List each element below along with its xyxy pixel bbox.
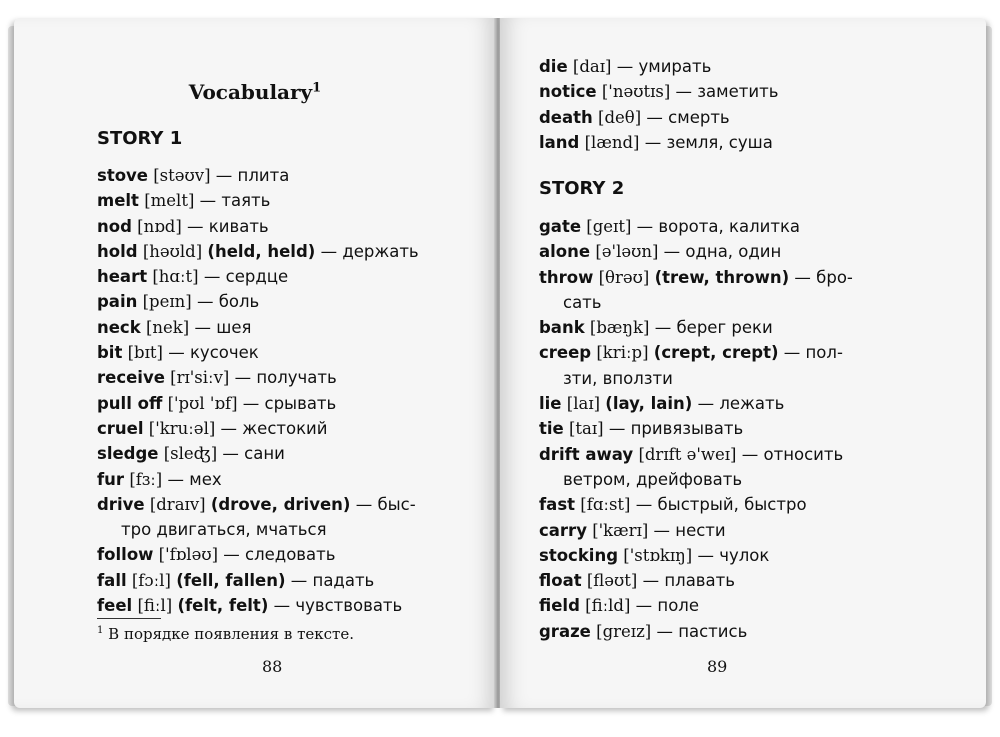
vocab-word: creep	[539, 343, 592, 363]
vocab-translation: плита	[237, 166, 290, 185]
vocab-word: throw	[539, 267, 594, 287]
story-1-vocabulary-continued	[539, 54, 778, 155]
story-1-vocabulary-list	[97, 163, 419, 618]
vocab-dash: —	[234, 368, 252, 388]
vocab-entry	[97, 492, 419, 517]
vocab-translation: шея	[216, 317, 252, 337]
vocab-transcription: ['stɒkɪŋ]	[623, 545, 693, 565]
vocab-dash: —	[196, 292, 214, 312]
vocab-word: neck	[97, 317, 141, 337]
footnote-rule	[97, 618, 161, 619]
vocab-dash: —	[635, 596, 653, 616]
vocab-dash: —	[355, 494, 373, 514]
vocab-entry	[539, 214, 853, 239]
vocab-transcription: [daɪ]	[572, 57, 612, 76]
vocab-translation-continuation: тро двигаться, мчаться	[121, 520, 327, 540]
vocab-dash: —	[187, 216, 204, 236]
vocab-translation: таять	[221, 191, 271, 211]
vocab-dash: —	[223, 545, 240, 565]
vocab-dash: —	[242, 393, 260, 413]
vocab-word: notice	[539, 82, 597, 102]
vocab-word: sledge	[97, 444, 159, 464]
vocab-entry	[97, 441, 419, 466]
vocab-word: fall	[97, 570, 127, 590]
vocab-translation: ворота, калитка	[658, 217, 801, 236]
vocab-dash: —	[168, 343, 185, 363]
vocab-word: tie	[539, 419, 564, 439]
title-footnote-marker: 1	[312, 80, 322, 96]
vocab-translation-continuation: зти, вползти	[563, 368, 673, 388]
vocab-translation: привязывать	[630, 419, 744, 439]
vocab-transcription: [ə'ləʊn]	[595, 242, 659, 262]
vocab-translation: одна, один	[685, 242, 782, 262]
vocab-dash: —	[222, 444, 239, 464]
vocab-transcription: [nek]	[145, 317, 190, 337]
vocab-entry	[539, 619, 853, 644]
vocab-dash: —	[794, 267, 811, 287]
vocab-translation: получать	[256, 368, 337, 388]
vocab-transcription: [laɪ]	[566, 394, 601, 414]
vocab-word: melt	[97, 191, 139, 211]
vocab-word: feel	[97, 596, 133, 616]
vocab-translation: кивать	[208, 216, 269, 236]
vocab-dash: —	[290, 570, 308, 590]
vocab-entry	[539, 265, 853, 290]
vocab-transcription: [kriːp]	[596, 343, 649, 363]
vocab-word: field	[539, 596, 580, 616]
vocab-entry	[97, 542, 419, 567]
vocab-dash: —	[675, 82, 693, 102]
vocab-transcription: [geɪt]	[586, 217, 632, 236]
story-2-heading: STORY 2	[539, 178, 625, 199]
vocab-transcription: [sleʤ]	[163, 444, 218, 464]
vocab-translation: плавать	[664, 571, 735, 591]
vocab-dash: —	[203, 267, 221, 287]
title-text: Vocabulary	[188, 80, 313, 104]
vocab-dash: —	[697, 545, 714, 565]
vocab-dash: —	[636, 217, 654, 236]
vocab-verb-forms: (held, held)	[207, 241, 316, 261]
vocab-translation: сердце	[225, 267, 289, 287]
page-title	[14, 80, 496, 104]
story-2-vocabulary-list	[539, 214, 853, 644]
vocab-entry	[539, 54, 778, 79]
vocab-translation: поле	[657, 596, 700, 616]
vocab-word: gate	[539, 217, 582, 236]
vocab-translation: умирать	[638, 57, 712, 76]
vocab-word: hold	[97, 241, 138, 261]
vocab-translation: жестокий	[242, 418, 328, 438]
vocab-word: cruel	[97, 418, 144, 438]
footnote-marker: 1	[97, 625, 104, 636]
vocab-word: heart	[97, 267, 148, 287]
vocab-translation: держать	[342, 241, 419, 261]
vocab-entry	[539, 239, 853, 264]
left-page	[14, 18, 496, 708]
vocab-verb-forms: (trew, thrown)	[654, 267, 790, 287]
vocab-verb-forms: (fell, fallen)	[176, 570, 286, 590]
vocab-dash: —	[616, 57, 634, 76]
vocab-dash: —	[646, 107, 663, 127]
vocab-transcription: ['nəʊtɪs]	[601, 82, 671, 102]
vocab-entry	[539, 79, 778, 104]
vocab-transcription: [fləʊt]	[586, 571, 638, 591]
vocab-dash: —	[654, 318, 672, 338]
footnote	[97, 625, 354, 643]
vocab-translation: быстрый, быстро	[657, 495, 807, 515]
vocab-dash: —	[199, 191, 217, 211]
vocab-translation: падать	[312, 570, 375, 590]
vocab-translation: земля, суша	[666, 132, 773, 152]
vocab-dash: —	[320, 241, 338, 261]
right-page-number: 89	[707, 657, 728, 676]
vocab-transcription: [fɔːl]	[131, 570, 171, 590]
vocab-translation: срывать	[264, 393, 337, 413]
vocab-translation: чувствовать	[295, 596, 403, 616]
vocab-dash: —	[697, 394, 715, 414]
vocab-dash: —	[215, 166, 233, 185]
vocab-translation: сани	[244, 444, 285, 464]
vocab-dash: —	[194, 317, 211, 337]
vocab-entry	[97, 188, 419, 213]
vocab-translation: бро-	[816, 267, 853, 287]
vocab-translation: пастись	[678, 621, 748, 641]
vocab-translation: следовать	[245, 545, 336, 565]
vocab-entry	[97, 391, 419, 416]
vocab-entry	[539, 442, 853, 467]
vocab-translation: заметить	[697, 82, 779, 102]
vocab-dash: —	[644, 132, 662, 152]
vocab-transcription: ['kærɪ]	[592, 520, 649, 540]
vocab-transcription: [taɪ]	[568, 419, 604, 439]
vocab-entry	[97, 163, 419, 188]
vocab-entry	[539, 492, 853, 517]
vocab-entry	[97, 214, 419, 239]
vocab-entry	[97, 289, 419, 314]
vocab-word: fast	[539, 495, 576, 515]
vocab-dash: —	[653, 520, 671, 540]
vocab-entry	[539, 593, 853, 618]
vocab-word: float	[539, 571, 582, 591]
vocab-transcription: [melt]	[144, 191, 195, 211]
vocab-transcription: [stəʊv]	[153, 166, 211, 185]
vocab-transcription: [θrəʊ]	[598, 267, 650, 287]
vocab-word: drift away	[539, 444, 634, 464]
right-page	[500, 18, 986, 708]
vocab-entry	[97, 340, 419, 365]
vocab-translation: нести	[675, 520, 726, 540]
vocab-transcription: [fɜː]	[129, 469, 163, 489]
vocab-entry	[97, 416, 419, 441]
vocab-word: death	[539, 107, 593, 127]
vocab-transcription: [rɪ'siːv]	[170, 368, 230, 388]
vocab-transcription: [hɑːt]	[152, 267, 199, 287]
vocab-entry	[539, 543, 853, 568]
vocab-word: stocking	[539, 545, 619, 565]
vocab-transcription: [fiːld]	[585, 596, 631, 616]
vocab-transcription: [drɪft ə'weɪ]	[638, 444, 737, 464]
vocab-transcription: ['pʊl 'ɒf]	[167, 393, 238, 413]
vocab-word: bank	[539, 318, 585, 338]
vocab-entry	[539, 568, 853, 593]
vocab-word: die	[539, 57, 568, 76]
vocab-transcription: [bɪt]	[127, 343, 163, 363]
vocab-entry	[539, 416, 853, 441]
vocab-entry	[97, 264, 419, 289]
vocab-entry	[539, 340, 853, 365]
vocab-translation: пол-	[805, 343, 843, 363]
vocab-entry	[97, 315, 419, 340]
vocab-translation: смерть	[668, 107, 730, 127]
vocab-entry	[539, 130, 778, 155]
vocab-dash: —	[167, 469, 184, 489]
vocab-word: carry	[539, 520, 587, 540]
vocab-dash: —	[656, 621, 673, 641]
vocab-transcription: [lænd]	[584, 132, 640, 152]
vocab-word: fur	[97, 469, 125, 489]
vocab-translation: лежать	[719, 394, 785, 414]
vocab-verb-forms: (drove, driven)	[210, 494, 351, 514]
vocab-transcription: [fɑːst]	[580, 495, 631, 515]
vocab-translation: кусочек	[189, 343, 259, 363]
vocab-dash: —	[220, 418, 238, 438]
vocab-dash: —	[783, 343, 801, 363]
vocab-transcription: [nɒd]	[137, 216, 182, 236]
vocab-verb-forms: (lay, lain)	[605, 394, 693, 414]
vocab-transcription: ['kruːəl]	[148, 418, 216, 438]
vocab-translation: чулок	[719, 545, 770, 565]
vocab-word: nod	[97, 216, 132, 236]
vocab-word: receive	[97, 368, 165, 388]
vocab-transcription: [bæŋk]	[589, 318, 650, 338]
left-page-number: 88	[262, 657, 283, 676]
vocab-entry	[539, 518, 853, 543]
vocab-transcription: [deθ]	[598, 107, 642, 127]
vocab-entry	[97, 467, 419, 492]
vocab-word: alone	[539, 242, 591, 262]
vocab-dash: —	[663, 242, 681, 262]
vocab-dash: —	[642, 571, 660, 591]
vocab-entry	[97, 568, 419, 593]
vocab-entry	[539, 105, 778, 130]
vocab-entry	[97, 365, 419, 390]
vocab-translation-continuation: сать	[563, 292, 602, 312]
vocab-word: pull off	[97, 393, 163, 413]
vocab-word: land	[539, 132, 580, 152]
vocab-word: lie	[539, 394, 562, 414]
story-1-heading: STORY 1	[97, 128, 183, 149]
vocab-transcription: ['fɒləʊ]	[158, 545, 219, 565]
vocab-word: follow	[97, 545, 154, 565]
footnote-text: В порядке появления в тексте.	[108, 625, 354, 643]
vocab-entry	[97, 593, 419, 618]
vocab-dash: —	[635, 495, 653, 515]
vocab-dash: —	[608, 419, 626, 439]
vocab-word: bit	[97, 343, 123, 363]
vocab-word: pain	[97, 292, 138, 312]
vocab-translation: мех	[189, 469, 222, 489]
vocab-translation: берег реки	[676, 318, 773, 338]
vocab-transcription: [greɪz]	[596, 621, 652, 641]
vocab-translation-continuation: ветром, дрейфовать	[563, 469, 743, 489]
vocab-entry	[539, 315, 853, 340]
vocab-transcription: [fiːl]	[137, 596, 173, 616]
vocab-verb-forms: (crept, crept)	[653, 343, 779, 363]
vocab-transcription: [peɪn]	[142, 292, 192, 312]
vocab-transcription: [draɪv]	[149, 494, 206, 514]
vocab-word: graze	[539, 621, 591, 641]
vocab-verb-forms: (felt, felt)	[177, 596, 269, 616]
vocab-entry	[97, 239, 419, 264]
vocab-word: drive	[97, 494, 145, 514]
vocab-dash: —	[741, 444, 759, 464]
vocab-transcription: [həʊld]	[142, 241, 203, 261]
vocab-translation: относить	[763, 444, 844, 464]
vocab-translation: быс-	[377, 494, 416, 514]
vocab-entry	[539, 391, 853, 416]
vocab-translation: боль	[218, 292, 260, 312]
vocab-dash: —	[273, 596, 291, 616]
vocab-word: stove	[97, 166, 148, 185]
